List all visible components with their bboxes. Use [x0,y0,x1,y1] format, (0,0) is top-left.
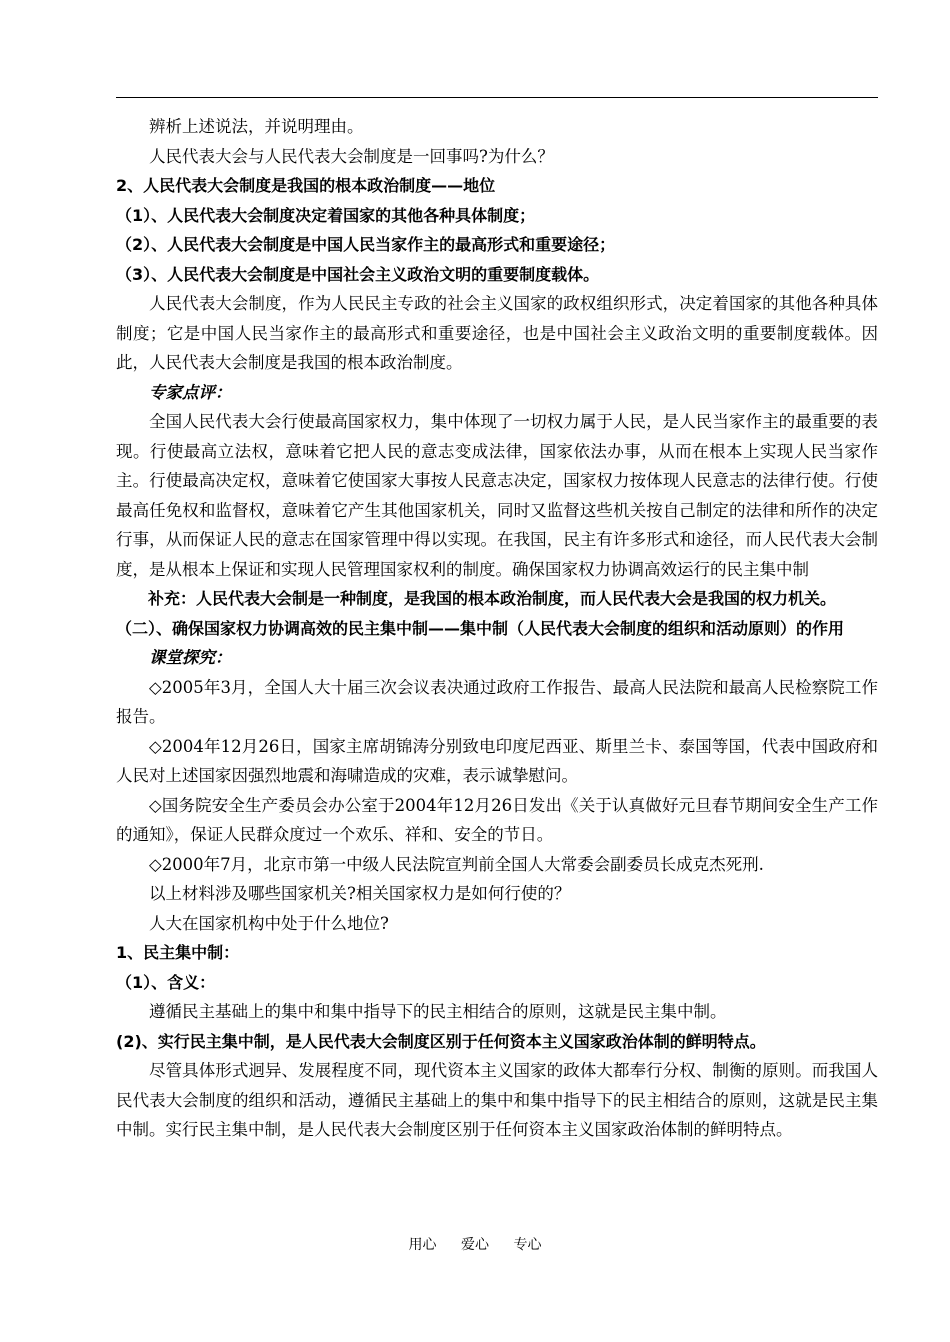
section-heading: 2、人民代表大会制度是我国的根本政治制度——地位 [116,176,496,195]
expert-comment-label: 专家点评： [149,382,232,402]
paragraph: 人民代表大会与人民代表大会制度是一回事吗?为什么？ [149,146,554,166]
list-item: ◇2000年7月，北京市第一中级人民法院宣判前全国人大常委会副委员长成克杰死刑. [149,854,764,874]
supplement-paragraph: 补充：人民代表大会制是一种制度，是我国的根本政治制度，而人民代表大会是我国的权力机关。 [148,589,837,608]
list-item: ◇2004年12月26日，国家主席胡锦涛分别致电印度尼西亚、斯里兰卡、泰国等国，代表中国政府和人民对上述国家因强烈地震和海啸造成的灾难，表示诚挚慰问。 [116,736,878,785]
point-heading: （1）、人民代表大会制度决定着国家的其他各种具体制度； [116,205,536,225]
paragraph: 尽管具体形式迥异、发展程度不同，现代资本主义国家的政体大都奉行分权、制衡的原则。而我国人民代表大会制度的组织和活动，遵循民主基础上的集中和集中指导下的民主相结合的原则，这就是民主集中制。实行民主集中制，是人民代表大会制度区别于任何资本主义国家政治体制的鲜明特点。 [116,1061,878,1139]
page-footer [0,1234,950,1254]
paragraph: 辨析上述说法，并说明理由。 [149,117,364,136]
paragraph: 人民代表大会制度，作为人民民主专政的社会主义国家的政权组织形式，决定着国家的其他各种具体制度；它是中国人民当家作主的最高形式和重要途径，也是中国社会主义政治文明的重要制度载体。因此，人民代表大会制度是我国的根本政治制度。 [116,294,878,372]
question: 人大在国家机构中处于什么地位? [149,913,389,933]
list-item: ◇国务院安全生产委员会办公室于2004年12月26日发出《关于认真做好元旦春节期间安全生产工作的通知》，保证人民群众度过一个欢乐、祥和、安全的节日。 [116,795,878,844]
paragraph: 全国人民代表大会行使最高国家权力，集中体现了一切权力属于人民，是人民当家作主的最重要的表现。行使最高立法权，意味着它把人民的意志变成法律，国家依法办事，从而在根本上实现人民当家作主。行使最高决定权，意味着它使国家大事按人民意志决定，国家权力按体现人民意志的法律行使。行使最高任免权和监督权，意味着它产生其他国家机关，同时又监督这些机关按自己制定的法律和所作的决定行事，从而保证人民的意志在国家管理中得以实现。在我国，民主有许多形式和途径，而人民代表大会制度，是从根本上保证和实现人民管理国家权利的制度。确保国家权力协调高效运行的民主集中制 [116,412,878,579]
question: 以上材料涉及哪些国家机关?相关国家权力是如何行使的？ [149,884,571,903]
point-heading: （2）、人民代表大会制度是中国人民当家作主的最高形式和重要途径； [116,235,616,254]
paragraph: 遵循民主基础上的集中和集中指导下的民主相结合的原则，这就是民主集中制。 [149,1002,727,1021]
list-item: ◇2005年3月，全国人大十届三次会议表决通过政府工作报告、最高人民法院和最高人民检察院工作报告。 [116,677,878,726]
section-heading: （二）、确保国家权力协调高效的民主集中制——集中制（人民代表大会制度的组织和活动原则）的作用 [116,618,845,638]
section-heading: 1、民主集中制： [116,943,240,962]
header-rule [116,97,878,98]
document-body [116,112,878,1145]
footer-item: 用心 [408,1237,437,1253]
point-heading: （1）、含义： [116,972,216,992]
class-inquiry-label: 课堂探究： [149,648,232,667]
point-heading: （3）、人民代表大会制度是中国社会主义政治文明的重要制度载体。 [116,264,600,284]
footer-item: 专心 [513,1237,542,1253]
footer-item: 爱心 [461,1237,489,1253]
point-heading: (2)、实行民主集中制，是人民代表大会制度区别于任何资本主义国家政治体制的鲜明特点。 [116,1031,766,1051]
